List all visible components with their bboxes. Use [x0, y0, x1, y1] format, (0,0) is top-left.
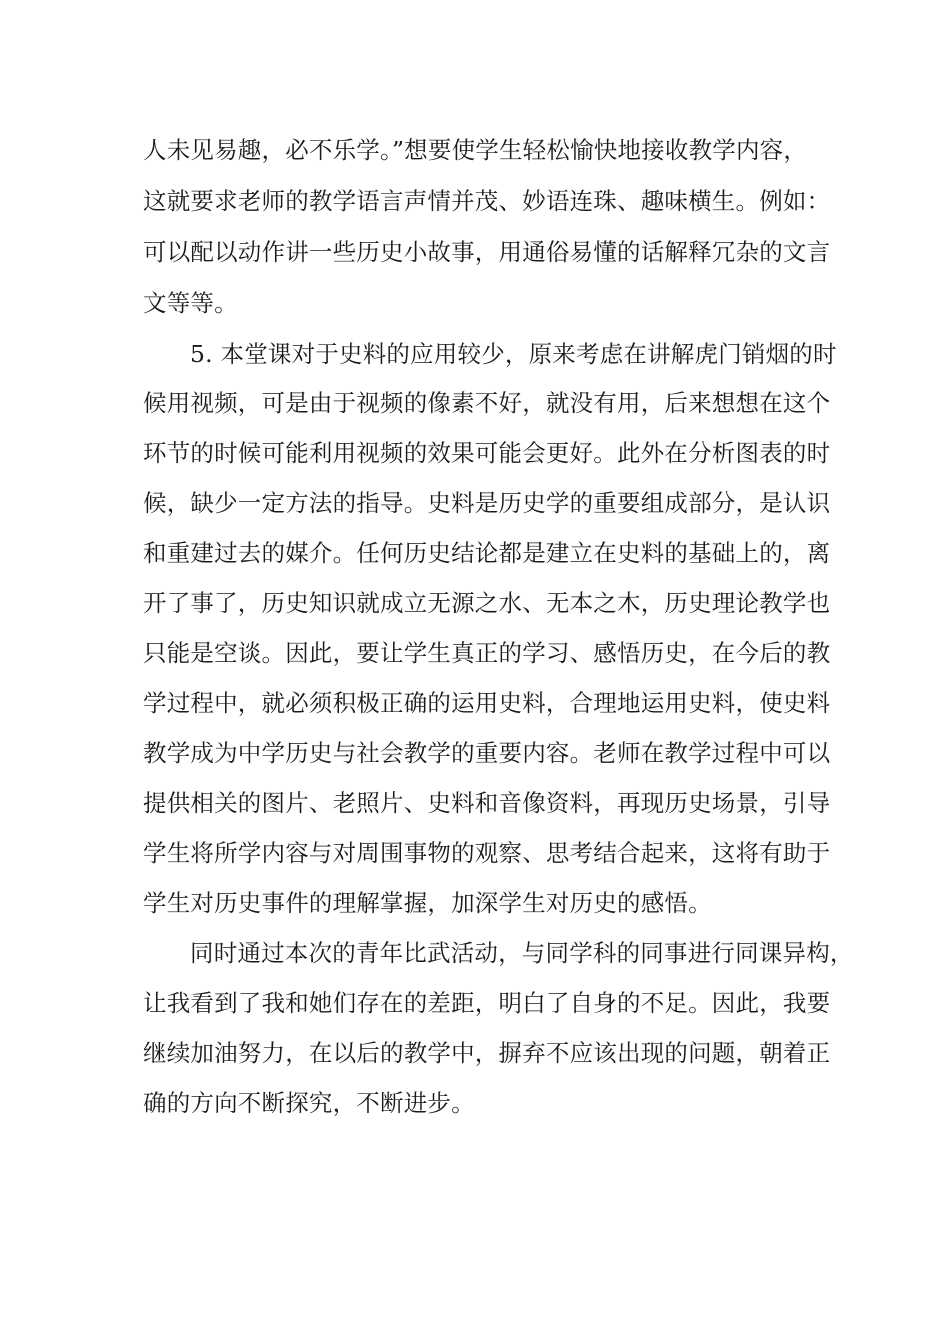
text-line: 提供相关的图片、老照片、史料和音像资料，再现历史场景，引导	[143, 789, 831, 817]
text-line: 学生将所学内容与对周围事物的观察、思考结合起来，这将有助于	[143, 839, 831, 867]
text-line: 候，缺少一定方法的指导。史料是历史学的重要组成部分，是认识	[143, 489, 831, 517]
text-line: 让我看到了我和她们存在的差距，明白了自身的不足。因此，我要	[143, 989, 831, 1017]
text-line: 学生对历史事件的理解掌握，加深学生对历史的感悟。	[143, 889, 712, 917]
text-line: 这就要求老师的教学语言声情并茂、妙语连珠、趣味横生。例如：	[143, 187, 831, 215]
text-line: 可以配以动作讲一些历史小故事，用通俗易懂的话解释冗杂的文言	[143, 238, 831, 266]
text-line: 5. 本堂课对于史料的应用较少，原来考虑在讲解虎门销烟的时	[190, 340, 837, 368]
text-line: 开了事了，历史知识就成立无源之水、无本之木，历史理论教学也	[143, 589, 831, 617]
text-line: 文等等。	[143, 289, 238, 317]
text-line: 候用视频，可是由于视频的像素不好，就没有用，后来想想在这个	[143, 389, 831, 417]
text-line: 确的方向不断探究，不断进步。	[143, 1089, 475, 1117]
text-line: 和重建过去的媒介。任何历史结论都是建立在史料的基础上的，离	[143, 539, 831, 567]
text-line: 同时通过本次的青年比武活动，与同学科的同事进行同课异构，	[190, 939, 854, 967]
text-line: 人未见易趣，必不乐学。”想要使学生轻松愉快地接收教学内容，	[143, 136, 808, 164]
text-line: 教学成为中学历史与社会教学的重要内容。老师在教学过程中可以	[143, 739, 831, 767]
text-line: 只能是空谈。因此，要让学生真正的学习、感悟历史，在今后的教	[143, 639, 831, 667]
text-line: 继续加油努力，在以后的教学中，摒弃不应该出现的问题，朝着正	[143, 1039, 831, 1067]
text-line: 学过程中，就必须积极正确的运用史料，合理地运用史料，使史料	[143, 689, 831, 717]
text-line: 环节的时候可能利用视频的效果可能会更好。此外在分析图表的时	[143, 439, 831, 467]
